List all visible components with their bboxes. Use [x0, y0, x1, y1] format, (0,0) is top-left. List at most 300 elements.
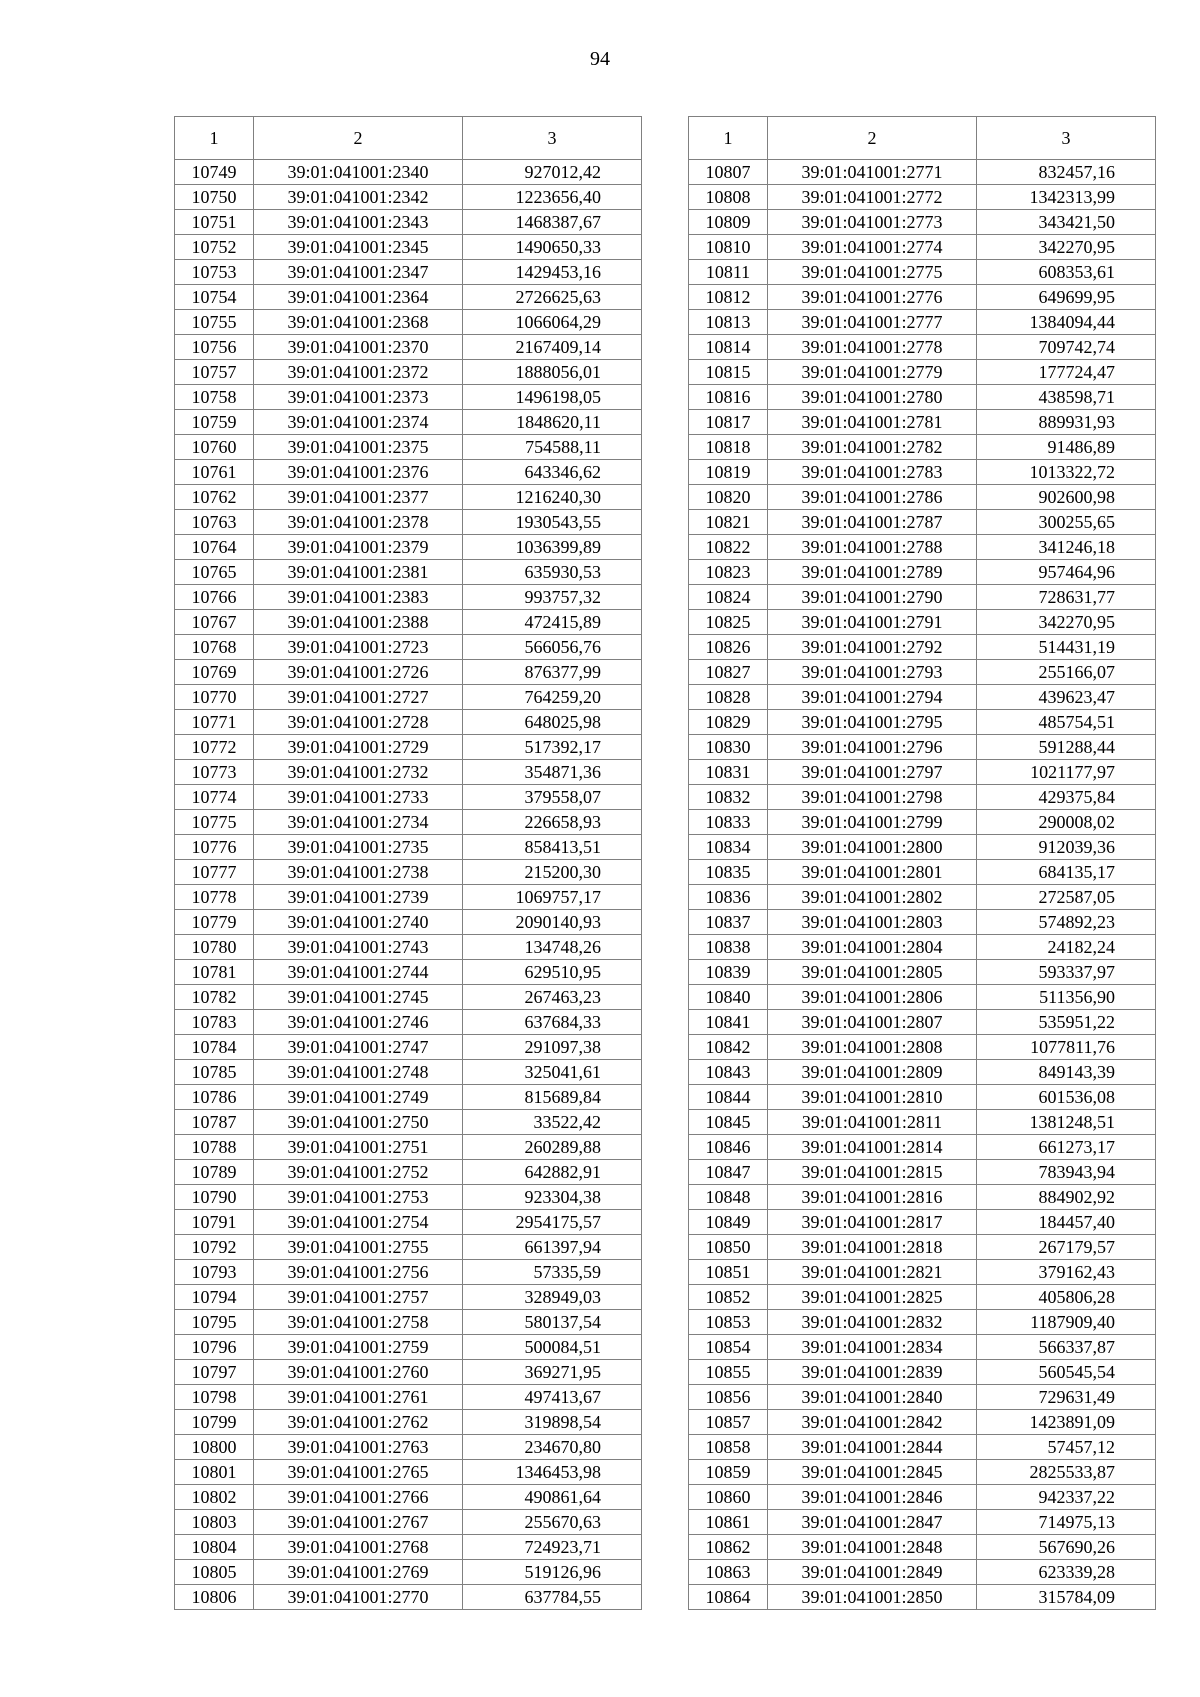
row-number-cell: 10752: [175, 235, 254, 260]
row-number-cell: 10762: [175, 485, 254, 510]
value-cell: 2825533,87: [977, 1460, 1156, 1485]
table-row: [689, 985, 1156, 1010]
table-row: [689, 1060, 1156, 1085]
row-number-cell: 10793: [175, 1260, 254, 1285]
value-cell: 184457,40: [977, 1210, 1156, 1235]
cadastral-number-cell: 39:01:041001:2728: [254, 710, 463, 735]
cadastral-number-cell: 39:01:041001:2775: [768, 260, 977, 285]
value-cell: 643346,62: [463, 460, 642, 485]
cadastral-number-cell: 39:01:041001:2760: [254, 1360, 463, 1385]
table-row: [175, 585, 642, 610]
row-number-cell: 10774: [175, 785, 254, 810]
cadastral-number-cell: 39:01:041001:2376: [254, 460, 463, 485]
cadastral-number-cell: 39:01:041001:2732: [254, 760, 463, 785]
table-row: [175, 210, 642, 235]
table-row: [175, 1210, 642, 1235]
column-header-3: 3: [463, 117, 642, 160]
value-cell: 91486,89: [977, 435, 1156, 460]
cadastral-number-cell: 39:01:041001:2746: [254, 1010, 463, 1035]
row-number-cell: 10768: [175, 635, 254, 660]
cadastral-number-cell: 39:01:041001:2825: [768, 1285, 977, 1310]
row-number-cell: 10829: [689, 710, 768, 735]
cadastral-number-cell: 39:01:041001:2347: [254, 260, 463, 285]
row-number-cell: 10817: [689, 410, 768, 435]
cadastral-number-cell: 39:01:041001:2802: [768, 885, 977, 910]
value-cell: 354871,36: [463, 760, 642, 785]
table-row: [689, 385, 1156, 410]
table-row: [689, 185, 1156, 210]
row-number-cell: 10848: [689, 1185, 768, 1210]
value-cell: 497413,67: [463, 1385, 642, 1410]
value-cell: 858413,51: [463, 835, 642, 860]
column-header-1: 1: [175, 117, 254, 160]
value-cell: 729631,49: [977, 1385, 1156, 1410]
value-cell: 325041,61: [463, 1060, 642, 1085]
cadastral-number-cell: 39:01:041001:2778: [768, 335, 977, 360]
value-cell: 927012,42: [463, 160, 642, 185]
table-row: [175, 1085, 642, 1110]
cadastral-number-cell: 39:01:041001:2811: [768, 1110, 977, 1135]
value-cell: 57335,59: [463, 1260, 642, 1285]
row-number-cell: 10821: [689, 510, 768, 535]
table-row: [689, 260, 1156, 285]
value-cell: 912039,36: [977, 835, 1156, 860]
value-cell: 1496198,05: [463, 385, 642, 410]
row-number-cell: 10842: [689, 1035, 768, 1060]
table-row: [689, 435, 1156, 460]
cadastral-number-cell: 39:01:041001:2751: [254, 1135, 463, 1160]
value-cell: 993757,32: [463, 585, 642, 610]
row-number-cell: 10844: [689, 1085, 768, 1110]
row-number-cell: 10783: [175, 1010, 254, 1035]
row-number-cell: 10800: [175, 1435, 254, 1460]
value-cell: 255670,63: [463, 1510, 642, 1535]
table-row: [689, 910, 1156, 935]
value-cell: 439623,47: [977, 685, 1156, 710]
table-row: [689, 1460, 1156, 1485]
cadastral-number-cell: 39:01:041001:2345: [254, 235, 463, 260]
value-cell: 1069757,17: [463, 885, 642, 910]
table-row: [689, 835, 1156, 860]
row-number-cell: 10806: [175, 1585, 254, 1610]
row-number-cell: 10758: [175, 385, 254, 410]
row-number-cell: 10824: [689, 585, 768, 610]
table-row: [175, 1410, 642, 1435]
table-row: [689, 610, 1156, 635]
row-number-cell: 10787: [175, 1110, 254, 1135]
row-number-cell: 10816: [689, 385, 768, 410]
table-row: [175, 660, 642, 685]
value-cell: 1342313,99: [977, 185, 1156, 210]
cadastral-number-cell: 39:01:041001:2796: [768, 735, 977, 760]
value-cell: 300255,65: [977, 510, 1156, 535]
value-cell: 490861,64: [463, 1485, 642, 1510]
cadastral-number-cell: 39:01:041001:2790: [768, 585, 977, 610]
value-cell: 957464,96: [977, 560, 1156, 585]
table-row: [175, 710, 642, 735]
cadastral-number-cell: 39:01:041001:2788: [768, 535, 977, 560]
value-cell: 560545,54: [977, 1360, 1156, 1385]
cadastral-number-cell: 39:01:041001:2388: [254, 610, 463, 635]
value-cell: 328949,03: [463, 1285, 642, 1310]
value-cell: 783943,94: [977, 1160, 1156, 1185]
row-number-cell: 10862: [689, 1535, 768, 1560]
cadastral-number-cell: 39:01:041001:2758: [254, 1310, 463, 1335]
table-row: [175, 1335, 642, 1360]
row-number-cell: 10801: [175, 1460, 254, 1485]
table-row: [689, 160, 1156, 185]
table-row: [689, 685, 1156, 710]
value-cell: 566337,87: [977, 1335, 1156, 1360]
row-number-cell: 10852: [689, 1285, 768, 1310]
row-number-cell: 10778: [175, 885, 254, 910]
value-cell: 177724,47: [977, 360, 1156, 385]
column-header-3: 3: [977, 117, 1156, 160]
cadastral-number-cell: 39:01:041001:2377: [254, 485, 463, 510]
row-number-cell: 10837: [689, 910, 768, 935]
row-number-cell: 10760: [175, 435, 254, 460]
row-number-cell: 10786: [175, 1085, 254, 1110]
value-cell: 637784,55: [463, 1585, 642, 1610]
cadastral-number-cell: 39:01:041001:2769: [254, 1560, 463, 1585]
cadastral-number-cell: 39:01:041001:2378: [254, 510, 463, 535]
table-row: [689, 1310, 1156, 1335]
value-cell: 267463,23: [463, 985, 642, 1010]
table-row: [689, 335, 1156, 360]
table-row: [689, 1535, 1156, 1560]
row-number-cell: 10827: [689, 660, 768, 685]
row-number-cell: 10843: [689, 1060, 768, 1085]
value-cell: 57457,12: [977, 1435, 1156, 1460]
value-cell: 2167409,14: [463, 335, 642, 360]
table-row: [689, 485, 1156, 510]
row-number-cell: 10769: [175, 660, 254, 685]
cadastral-number-cell: 39:01:041001:2814: [768, 1135, 977, 1160]
cadastral-number-cell: 39:01:041001:2779: [768, 360, 977, 385]
table-row: [175, 1160, 642, 1185]
row-number-cell: 10779: [175, 910, 254, 935]
cadastral-number-cell: 39:01:041001:2847: [768, 1510, 977, 1535]
value-cell: 1930543,55: [463, 510, 642, 535]
cadastral-number-cell: 39:01:041001:2375: [254, 435, 463, 460]
cadastral-number-cell: 39:01:041001:2795: [768, 710, 977, 735]
cadastral-number-cell: 39:01:041001:2782: [768, 435, 977, 460]
table-row: [689, 210, 1156, 235]
cadastral-number-cell: 39:01:041001:2340: [254, 160, 463, 185]
cadastral-number-cell: 39:01:041001:2805: [768, 960, 977, 985]
value-cell: 902600,98: [977, 485, 1156, 510]
table-row: [175, 185, 642, 210]
row-number-cell: 10856: [689, 1385, 768, 1410]
row-number-cell: 10808: [689, 185, 768, 210]
row-number-cell: 10831: [689, 760, 768, 785]
cadastral-number-cell: 39:01:041001:2749: [254, 1085, 463, 1110]
table-row: [175, 1460, 642, 1485]
cadastral-number-cell: 39:01:041001:2757: [254, 1285, 463, 1310]
cadastral-number-cell: 39:01:041001:2808: [768, 1035, 977, 1060]
row-number-cell: 10797: [175, 1360, 254, 1385]
cadastral-number-cell: 39:01:041001:2797: [768, 760, 977, 785]
value-cell: 234670,80: [463, 1435, 642, 1460]
cadastral-number-cell: 39:01:041001:2734: [254, 810, 463, 835]
cadastral-number-cell: 39:01:041001:2753: [254, 1185, 463, 1210]
cadastral-number-cell: 39:01:041001:2791: [768, 610, 977, 635]
cadastral-number-cell: 39:01:041001:2781: [768, 410, 977, 435]
cadastral-number-cell: 39:01:041001:2383: [254, 585, 463, 610]
cadastral-number-cell: 39:01:041001:2763: [254, 1435, 463, 1460]
row-number-cell: 10841: [689, 1010, 768, 1035]
row-number-cell: 10849: [689, 1210, 768, 1235]
value-cell: 215200,30: [463, 860, 642, 885]
row-number-cell: 10830: [689, 735, 768, 760]
cadastral-number-cell: 39:01:041001:2792: [768, 635, 977, 660]
table-row: [175, 635, 642, 660]
value-cell: 1490650,33: [463, 235, 642, 260]
value-cell: 923304,38: [463, 1185, 642, 1210]
value-cell: 1077811,76: [977, 1035, 1156, 1060]
row-number-cell: 10813: [689, 310, 768, 335]
value-cell: 1384094,44: [977, 310, 1156, 335]
value-cell: 608353,61: [977, 260, 1156, 285]
cadastral-number-cell: 39:01:041001:2817: [768, 1210, 977, 1235]
cadastral-number-cell: 39:01:041001:2849: [768, 1560, 977, 1585]
row-number-cell: 10750: [175, 185, 254, 210]
table-row: [175, 310, 642, 335]
table-row: [175, 435, 642, 460]
row-number-cell: 10753: [175, 260, 254, 285]
value-cell: 1468387,67: [463, 210, 642, 235]
value-cell: 889931,93: [977, 410, 1156, 435]
row-number-cell: 10789: [175, 1160, 254, 1185]
cadastral-number-cell: 39:01:041001:2342: [254, 185, 463, 210]
value-cell: 1036399,89: [463, 535, 642, 560]
table-row: [175, 1560, 642, 1585]
cadastral-number-cell: 39:01:041001:2787: [768, 510, 977, 535]
cadastral-number-cell: 39:01:041001:2726: [254, 660, 463, 685]
table-row: [689, 1135, 1156, 1160]
row-number-cell: 10754: [175, 285, 254, 310]
value-cell: 24182,24: [977, 935, 1156, 960]
table-row: [175, 1285, 642, 1310]
row-number-cell: 10796: [175, 1335, 254, 1360]
page-number: 94: [590, 48, 610, 70]
cadastral-number-cell: 39:01:041001:2850: [768, 1585, 977, 1610]
cadastral-number-cell: 39:01:041001:2815: [768, 1160, 977, 1185]
table-row: [689, 1160, 1156, 1185]
cadastral-number-cell: 39:01:041001:2766: [254, 1485, 463, 1510]
cadastral-number-cell: 39:01:041001:2373: [254, 385, 463, 410]
row-number-cell: 10835: [689, 860, 768, 885]
value-cell: 724923,71: [463, 1535, 642, 1560]
row-number-cell: 10850: [689, 1235, 768, 1260]
row-number-cell: 10805: [175, 1560, 254, 1585]
table-row: [689, 860, 1156, 885]
row-number-cell: 10858: [689, 1435, 768, 1460]
cadastral-number-cell: 39:01:041001:2777: [768, 310, 977, 335]
cadastral-number-cell: 39:01:041001:2845: [768, 1460, 977, 1485]
table-row: [175, 285, 642, 310]
cadastral-number-cell: 39:01:041001:2804: [768, 935, 977, 960]
value-cell: 580137,54: [463, 1310, 642, 1335]
row-number-cell: 10799: [175, 1410, 254, 1435]
value-cell: 343421,50: [977, 210, 1156, 235]
row-number-cell: 10798: [175, 1385, 254, 1410]
value-cell: 642882,91: [463, 1160, 642, 1185]
row-number-cell: 10759: [175, 410, 254, 435]
cadastral-number-cell: 39:01:041001:2786: [768, 485, 977, 510]
table-row: [689, 1235, 1156, 1260]
row-number-cell: 10785: [175, 1060, 254, 1085]
table-row: [689, 1385, 1156, 1410]
cadastral-number-cell: 39:01:041001:2752: [254, 1160, 463, 1185]
row-number-cell: 10765: [175, 560, 254, 585]
row-number-cell: 10807: [689, 160, 768, 185]
table-row: [175, 510, 642, 535]
cadastral-number-cell: 39:01:041001:2789: [768, 560, 977, 585]
cadastral-number-cell: 39:01:041001:2774: [768, 235, 977, 260]
cadastral-number-cell: 39:01:041001:2810: [768, 1085, 977, 1110]
value-cell: 267179,57: [977, 1235, 1156, 1260]
row-number-cell: 10857: [689, 1410, 768, 1435]
table-row: [689, 1410, 1156, 1435]
table-row: [175, 760, 642, 785]
row-number-cell: 10839: [689, 960, 768, 985]
table-row: [175, 335, 642, 360]
value-cell: 1013322,72: [977, 460, 1156, 485]
column-header-2: 2: [768, 117, 977, 160]
table-row: [175, 235, 642, 260]
value-cell: 514431,19: [977, 635, 1156, 660]
cadastral-number-cell: 39:01:041001:2800: [768, 835, 977, 860]
table-row: [175, 1385, 642, 1410]
cadastral-number-cell: 39:01:041001:2744: [254, 960, 463, 985]
table-row: [689, 235, 1156, 260]
value-cell: 341246,18: [977, 535, 1156, 560]
value-cell: 226658,93: [463, 810, 642, 835]
value-cell: 472415,89: [463, 610, 642, 635]
table-row: [689, 635, 1156, 660]
table-body-right: [689, 160, 1156, 1610]
table-row: [175, 935, 642, 960]
value-cell: 500084,51: [463, 1335, 642, 1360]
row-number-cell: 10773: [175, 760, 254, 785]
value-cell: 574892,23: [977, 910, 1156, 935]
table-row: [689, 935, 1156, 960]
cadastral-number-cell: 39:01:041001:2839: [768, 1360, 977, 1385]
register-table-right: [688, 116, 1156, 1610]
row-number-cell: 10811: [689, 260, 768, 285]
row-number-cell: 10810: [689, 235, 768, 260]
row-number-cell: 10771: [175, 710, 254, 735]
table-row: [175, 835, 642, 860]
table-row: [689, 460, 1156, 485]
table-row: [689, 760, 1156, 785]
value-cell: 2090140,93: [463, 910, 642, 935]
row-number-cell: 10864: [689, 1585, 768, 1610]
value-cell: 369271,95: [463, 1360, 642, 1385]
cadastral-number-cell: 39:01:041001:2844: [768, 1435, 977, 1460]
row-number-cell: 10861: [689, 1510, 768, 1535]
row-number-cell: 10819: [689, 460, 768, 485]
cadastral-number-cell: 39:01:041001:2756: [254, 1260, 463, 1285]
row-number-cell: 10749: [175, 160, 254, 185]
cadastral-number-cell: 39:01:041001:2801: [768, 860, 977, 885]
row-number-cell: 10828: [689, 685, 768, 710]
cadastral-number-cell: 39:01:041001:2743: [254, 935, 463, 960]
value-cell: 2726625,63: [463, 285, 642, 310]
table-row: [689, 1585, 1156, 1610]
row-number-cell: 10820: [689, 485, 768, 510]
value-cell: 519126,96: [463, 1560, 642, 1585]
table-row: [175, 985, 642, 1010]
row-number-cell: 10859: [689, 1460, 768, 1485]
value-cell: 535951,22: [977, 1010, 1156, 1035]
table-row: [689, 510, 1156, 535]
value-cell: 438598,71: [977, 385, 1156, 410]
value-cell: 1429453,16: [463, 260, 642, 285]
cadastral-number-cell: 39:01:041001:2727: [254, 685, 463, 710]
row-number-cell: 10804: [175, 1535, 254, 1560]
row-number-cell: 10834: [689, 835, 768, 860]
value-cell: 485754,51: [977, 710, 1156, 735]
row-number-cell: 10814: [689, 335, 768, 360]
value-cell: 291097,38: [463, 1035, 642, 1060]
table-row: [689, 1485, 1156, 1510]
value-cell: 342270,95: [977, 610, 1156, 635]
row-number-cell: 10776: [175, 835, 254, 860]
value-cell: 1423891,09: [977, 1410, 1156, 1435]
table-row: [175, 360, 642, 385]
cadastral-number-cell: 39:01:041001:2372: [254, 360, 463, 385]
value-cell: 648025,98: [463, 710, 642, 735]
cadastral-number-cell: 39:01:041001:2738: [254, 860, 463, 885]
cadastral-number-cell: 39:01:041001:2809: [768, 1060, 977, 1085]
cadastral-number-cell: 39:01:041001:2803: [768, 910, 977, 935]
row-number-cell: 10863: [689, 1560, 768, 1585]
value-cell: 517392,17: [463, 735, 642, 760]
cadastral-number-cell: 39:01:041001:2379: [254, 535, 463, 560]
value-cell: 684135,17: [977, 860, 1156, 885]
cadastral-number-cell: 39:01:041001:2343: [254, 210, 463, 235]
value-cell: 1187909,40: [977, 1310, 1156, 1335]
cadastral-number-cell: 39:01:041001:2794: [768, 685, 977, 710]
table-row: [689, 1335, 1156, 1360]
value-cell: 134748,26: [463, 935, 642, 960]
cadastral-number-cell: 39:01:041001:2834: [768, 1335, 977, 1360]
table-row: [175, 1110, 642, 1135]
table-row: [175, 1360, 642, 1385]
table-row: [689, 310, 1156, 335]
value-cell: 714975,13: [977, 1510, 1156, 1535]
row-number-cell: 10833: [689, 810, 768, 835]
table-row: [689, 1185, 1156, 1210]
table-row: [175, 735, 642, 760]
value-cell: 272587,05: [977, 885, 1156, 910]
value-cell: 649699,95: [977, 285, 1156, 310]
table-row: [689, 1210, 1156, 1235]
cadastral-number-cell: 39:01:041001:2762: [254, 1410, 463, 1435]
table-row: [175, 1060, 642, 1085]
value-cell: 849143,39: [977, 1060, 1156, 1085]
row-number-cell: 10840: [689, 985, 768, 1010]
table-row: [175, 685, 642, 710]
cadastral-number-cell: 39:01:041001:2374: [254, 410, 463, 435]
cadastral-number-cell: 39:01:041001:2364: [254, 285, 463, 310]
table-row: [689, 960, 1156, 985]
table-row: [175, 410, 642, 435]
cadastral-number-cell: 39:01:041001:2840: [768, 1385, 977, 1410]
table-row: [689, 1510, 1156, 1535]
